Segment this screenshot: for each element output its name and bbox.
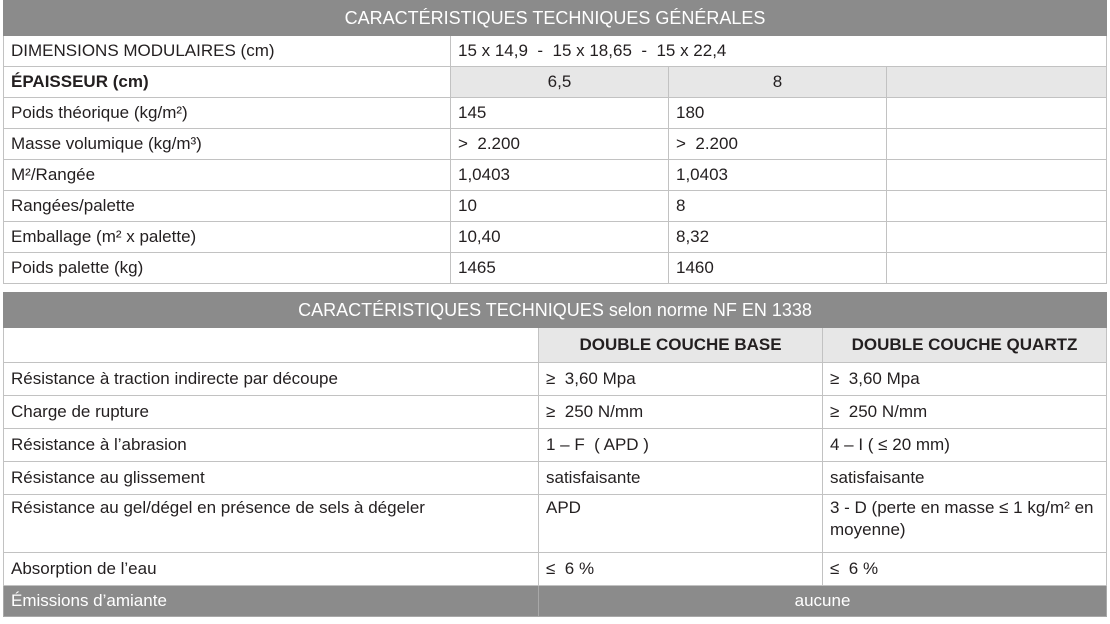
dimensions-row	[4, 36, 1107, 67]
table-row	[4, 396, 1107, 429]
thickness-empty	[887, 67, 1107, 98]
thickness-label: ÉPAISSEUR (cm)	[4, 67, 451, 98]
thickness-value-2: 8	[669, 67, 887, 98]
row-label: Résistance au gel/dégel en présence de sels à dégeler	[4, 495, 539, 553]
table-row	[4, 160, 1107, 191]
row-value-base: ≥ 250 N/mm	[539, 396, 823, 429]
row-value-1: > 2.200	[451, 129, 669, 160]
norm-specs-table	[3, 292, 1107, 617]
table-row	[4, 253, 1107, 284]
row-value-quartz: ≥ 3,60 Mpa	[823, 363, 1107, 396]
thickness-value-1: 6,5	[451, 67, 669, 98]
general-specs-title: CARACTÉRISTIQUES TECHNIQUES GÉNÉRALES	[4, 1, 1107, 36]
table-row	[4, 429, 1107, 462]
table-row	[4, 98, 1107, 129]
table-row	[4, 222, 1107, 253]
row-empty	[887, 253, 1107, 284]
row-label: Charge de rupture	[4, 396, 539, 429]
asbestos-value: aucune	[539, 586, 1107, 617]
row-value-2: 1460	[669, 253, 887, 284]
row-value-1: 1465	[451, 253, 669, 284]
thickness-row	[4, 67, 1107, 98]
dimensions-label: DIMENSIONS MODULAIRES (cm)	[4, 36, 451, 67]
row-value-2: 180	[669, 98, 887, 129]
row-value-base: ≥ 3,60 Mpa	[539, 363, 823, 396]
row-label: Emballage (m² x palette)	[4, 222, 451, 253]
row-value-2: 1,0403	[669, 160, 887, 191]
row-value-base: APD	[539, 495, 823, 553]
row-label: Poids théorique (kg/m²)	[4, 98, 451, 129]
row-value-1: 10	[451, 191, 669, 222]
row-value-base: ≤ 6 %	[539, 553, 823, 586]
norm-specs-header	[4, 293, 1107, 328]
row-value-quartz: satisfaisante	[823, 462, 1107, 495]
row-value-base: 1 – F ( APD )	[539, 429, 823, 462]
row-value-1: 145	[451, 98, 669, 129]
column-header-base: DOUBLE COUCHE BASE	[539, 328, 823, 363]
asbestos-label: Émissions d’amiante	[4, 586, 539, 617]
general-specs-table	[3, 0, 1107, 284]
asbestos-row	[4, 586, 1107, 617]
row-value-2: 8,32	[669, 222, 887, 253]
row-value-2: 8	[669, 191, 887, 222]
row-label: M²/Rangée	[4, 160, 451, 191]
row-label: Résistance au glissement	[4, 462, 539, 495]
row-value-quartz: 4 – I ( ≤ 20 mm)	[823, 429, 1107, 462]
table-row	[4, 462, 1107, 495]
row-empty	[887, 129, 1107, 160]
norm-header-empty	[4, 328, 539, 363]
general-specs-header	[4, 1, 1107, 36]
table-row	[4, 363, 1107, 396]
row-value-2: > 2.200	[669, 129, 887, 160]
row-empty	[887, 222, 1107, 253]
table-row	[4, 129, 1107, 160]
row-value-1: 10,40	[451, 222, 669, 253]
table-row	[4, 191, 1107, 222]
column-header-quartz: DOUBLE COUCHE QUARTZ	[823, 328, 1107, 363]
dimensions-value: 15 x 14,9 - 15 x 18,65 - 15 x 22,4	[451, 36, 1107, 67]
row-label: Résistance à l’abrasion	[4, 429, 539, 462]
row-label: Poids palette (kg)	[4, 253, 451, 284]
row-empty	[887, 191, 1107, 222]
row-value-quartz: 3 - D (perte en masse ≤ 1 kg/m² en moyenne)	[823, 495, 1107, 553]
table-row	[4, 495, 1107, 553]
row-label: Absorption de l’eau	[4, 553, 539, 586]
row-value-quartz: ≤ 6 %	[823, 553, 1107, 586]
row-label: Masse volumique (kg/m³)	[4, 129, 451, 160]
table-row	[4, 553, 1107, 586]
norm-column-header-row	[4, 328, 1107, 363]
row-value-base: satisfaisante	[539, 462, 823, 495]
row-label: Résistance à traction indirecte par découpe	[4, 363, 539, 396]
row-label: Rangées/palette	[4, 191, 451, 222]
norm-specs-title: CARACTÉRISTIQUES TECHNIQUES selon norme NF EN 1338	[4, 293, 1107, 328]
row-empty	[887, 160, 1107, 191]
row-value-1: 1,0403	[451, 160, 669, 191]
row-value-quartz: ≥ 250 N/mm	[823, 396, 1107, 429]
row-empty	[887, 98, 1107, 129]
